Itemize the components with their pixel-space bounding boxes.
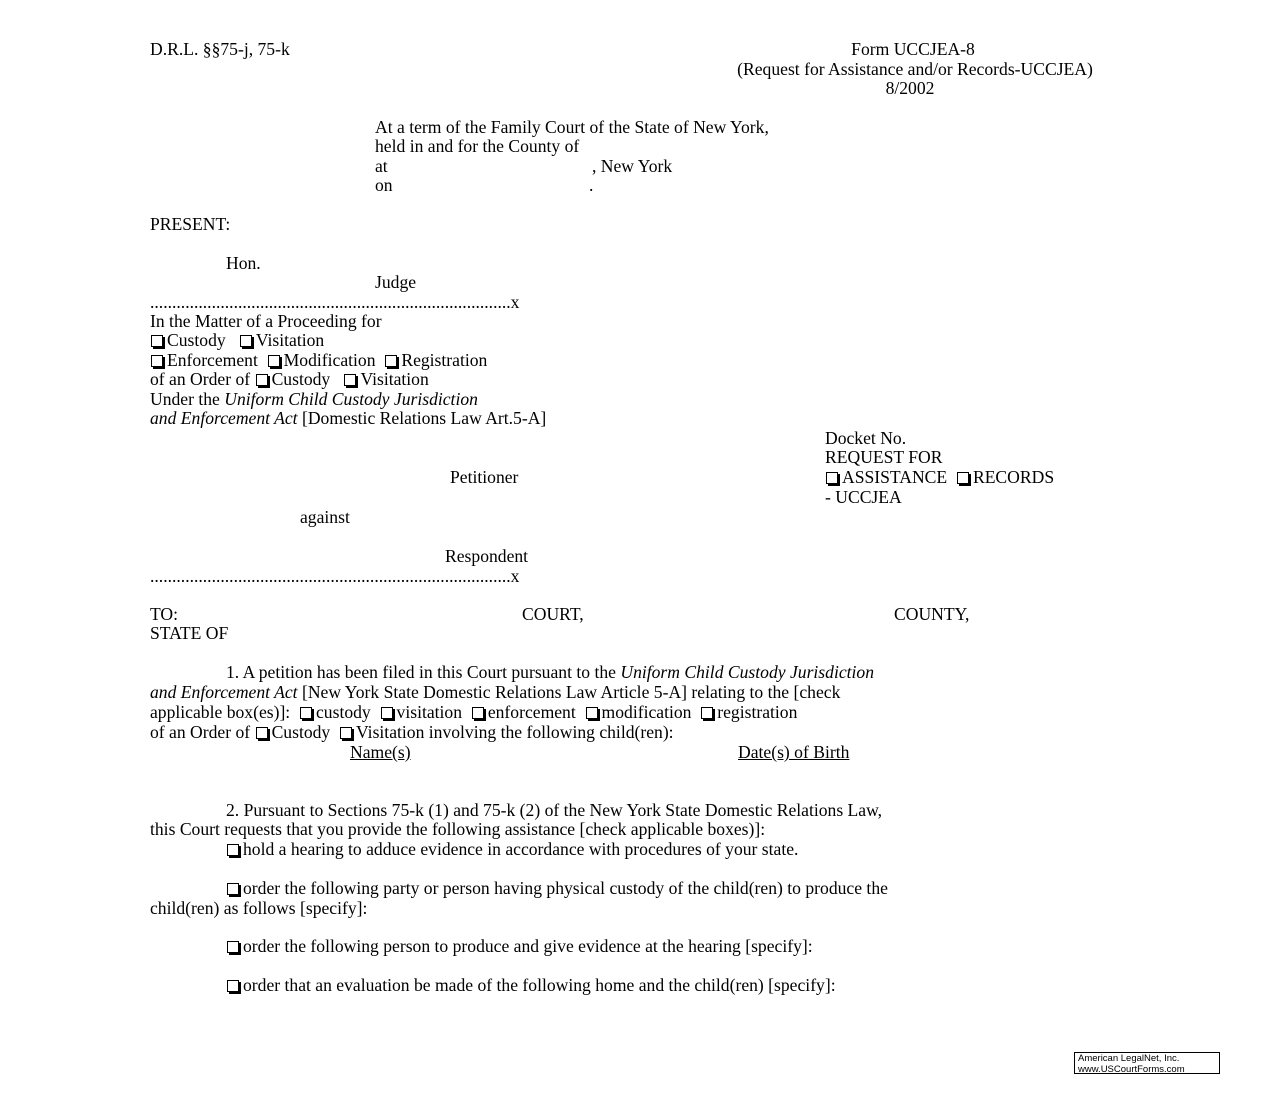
petitioner-label: Petitioner [450, 467, 519, 487]
p1-order-of: of an Order of [150, 722, 251, 742]
court-label: COURT, [522, 604, 584, 624]
county-line: held in and for the County of [375, 136, 580, 156]
hon-label: Hon. [226, 253, 261, 273]
p1-order-visitation-checkbox[interactable] [340, 727, 352, 739]
matter-line: In the Matter of a Proceeding for [150, 311, 382, 331]
under-act-line [150, 389, 478, 409]
against-label: against [300, 507, 350, 527]
p1-order-visitation-label: Visitation involving the following child(ren): [356, 722, 674, 742]
caption-top-divider [150, 292, 519, 312]
modification-checkbox[interactable] [268, 355, 280, 367]
registration-label: Registration [401, 350, 488, 370]
option-evidence [226, 936, 813, 956]
dotted-line: .................................................................................. [150, 566, 511, 586]
para1-act-cont: and Enforcement Act [150, 682, 298, 702]
applicable-boxes-label: applicable box(es)]: [150, 702, 291, 722]
hearing-checkbox[interactable] [227, 844, 239, 856]
records-checkbox[interactable] [957, 472, 969, 484]
produce-child-checkbox[interactable] [227, 883, 239, 895]
respondent-label: Respondent [445, 546, 529, 566]
hearing-label: hold a hearing to adduce evidence in accordance with procedures of your state. [243, 839, 799, 859]
option-produce-child-cont: child(ren) as follows [specify]: [150, 898, 368, 918]
assistance-checkbox[interactable] [826, 472, 838, 484]
visitation-checkbox[interactable] [240, 335, 252, 347]
on-period: . [589, 175, 594, 195]
custody-checkbox[interactable] [151, 335, 163, 347]
logo-line-2: www.USCourtForms.com [1078, 1063, 1185, 1075]
form-title: (Request for Assistance and/or Records-UCCJEA) [737, 59, 1093, 79]
act-name-cont: and Enforcement Act [150, 408, 298, 428]
present-label: PRESENT: [150, 214, 231, 234]
names-header: Name(s) [350, 742, 411, 762]
p1-enforcement-checkbox[interactable] [472, 707, 484, 719]
p1-custody-checkbox[interactable] [300, 707, 312, 719]
order-of-label: of an Order of [150, 369, 251, 389]
para2-line2: this Court requests that you provide the following assistance [check applicable boxes)]: [150, 819, 766, 839]
request-for: REQUEST FOR [825, 447, 943, 467]
enforcement-label: Enforcement [167, 350, 258, 370]
divider-x: x [510, 566, 520, 586]
new-york-label: , New York [592, 156, 673, 176]
act-line-2 [150, 408, 546, 428]
p1-visitation-checkbox[interactable] [381, 707, 393, 719]
order-custody-label: Custody [271, 369, 331, 389]
para1-text-2: [New York State Domestic Relations Law Article 5-A] relating to the [check [301, 682, 841, 702]
p1-order-custody-label: Custody [271, 722, 331, 742]
logo-line-1: American LegalNet, Inc. [1078, 1053, 1180, 1064]
drl-reference: [Domestic Relations Law Art.5-A] [301, 408, 547, 428]
judge-label: Judge [375, 272, 417, 292]
p1-modification-checkbox[interactable] [586, 707, 598, 719]
p1-modification-label: modification [601, 702, 692, 722]
order-visitation-checkbox[interactable] [344, 374, 356, 386]
dob-header: Date(s) of Birth [738, 742, 850, 762]
evaluation-checkbox[interactable] [227, 980, 239, 992]
p1-registration-label: registration [717, 702, 798, 722]
para1-act: Uniform Child Custody Jurisdiction [620, 662, 875, 682]
request-types [825, 467, 1054, 487]
order-of-line [150, 369, 429, 389]
produce-child-label: order the following party or person having physical custody of the child(ren) to produce the [243, 878, 888, 898]
enforcement-checkbox[interactable] [151, 355, 163, 367]
to-label: TO: [150, 604, 179, 624]
proceeding-types-2 [150, 350, 487, 370]
records-label: RECORDS [972, 467, 1055, 487]
docket-no: Docket No. [825, 428, 907, 448]
order-visitation-label: Visitation [360, 369, 429, 389]
evidence-label: order the following person to produce and give evidence at the hearing [specify]: [243, 936, 813, 956]
para1-line4 [150, 722, 674, 742]
form-number: Form UCCJEA-8 [851, 39, 975, 59]
p1-custody-label: custody [316, 702, 371, 722]
para2-line1: 2. Pursuant to Sections 75-k (1) and 75-k (2) of the New York State Domestic Relations Law, [226, 800, 883, 820]
para1-line3 [150, 702, 797, 722]
evidence-checkbox[interactable] [227, 941, 239, 953]
american-legalnet-logo [1074, 1052, 1220, 1074]
caption-bottom-divider [150, 566, 519, 586]
under-the: Under the [150, 389, 220, 409]
option-evaluation [226, 975, 836, 995]
term-line: At a term of the Family Court of the State of New York, [375, 117, 769, 137]
state-of-label: STATE OF [150, 623, 229, 643]
p1-enforcement-label: enforcement [487, 702, 576, 722]
at-label: at [375, 156, 388, 176]
on-label: on [375, 175, 393, 195]
para1-text: 1. A petition has been filed in this Court pursuant to the [226, 662, 616, 682]
p1-registration-checkbox[interactable] [701, 707, 713, 719]
p1-order-custody-checkbox[interactable] [256, 727, 268, 739]
act-name: Uniform Child Custody Jurisdiction [224, 389, 478, 409]
proceeding-types-1 [150, 330, 324, 350]
visitation-label: Visitation [255, 330, 325, 350]
statute-citation: D.R.L. §§75-j, 75-k [150, 39, 290, 59]
registration-checkbox[interactable] [385, 355, 397, 367]
dotted-line: .................................................................................. [150, 292, 511, 312]
evaluation-label: order that an evaluation be made of the following home and the child(ren) [specify]: [243, 975, 836, 995]
modification-label: Modification [283, 350, 376, 370]
p1-visitation-label: visitation [396, 702, 463, 722]
option-hearing [226, 839, 798, 859]
option-produce-child [226, 878, 888, 898]
divider-x: x [510, 292, 520, 312]
assistance-label: ASSISTANCE [842, 467, 948, 487]
county-label: COUNTY, [894, 604, 970, 624]
para1-line1 [226, 662, 874, 682]
custody-label: Custody [167, 330, 226, 350]
form-date: 8/2002 [885, 78, 935, 98]
uccjea-label: - UCCJEA [825, 487, 902, 507]
para1-line2 [150, 682, 840, 702]
order-custody-checkbox[interactable] [256, 374, 268, 386]
